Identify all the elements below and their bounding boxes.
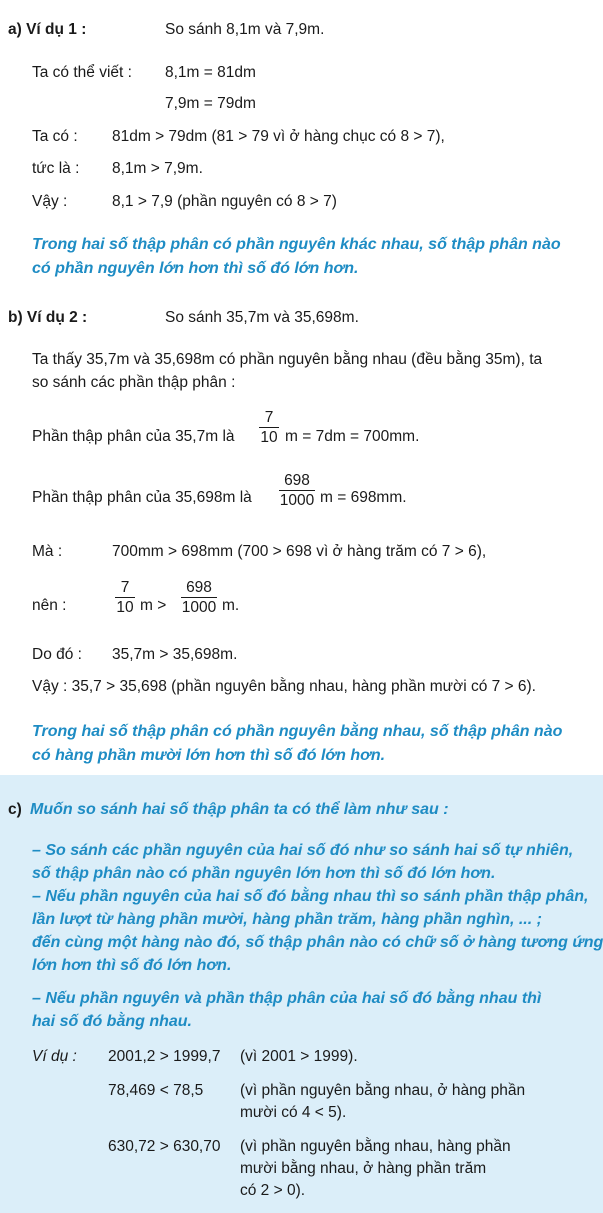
intro-line-2: so sánh các phần thập phân : [32, 374, 236, 391]
fraction-numerator: 7 [120, 579, 130, 596]
so-text: 8,1 > 7,9 (phần nguyên có 8 > 7) [112, 193, 337, 210]
then-middle: m > [140, 597, 167, 614]
have-label: Ta có : [32, 128, 78, 145]
example-3-note-line-2: mười bằng nhau, ở hàng phần trăm [240, 1160, 487, 1177]
part-2-text: Phần thập phân của 35,698m là [32, 489, 252, 506]
that-label: tức là : [32, 160, 80, 177]
equation-1: 8,1m = 81dm [165, 64, 256, 81]
fraction-denominator: 1000 [279, 492, 315, 509]
fraction-7-10 [256, 408, 282, 447]
write-label: Ta có thể viết : [32, 64, 132, 81]
point-2-line-2: lần lượt từ hàng phần mười, hàng phần trăm, hàng phần nghìn, ... ; [32, 911, 542, 928]
example-1-label: a) Ví dụ 1 : [8, 21, 87, 38]
rule-2-line-2: có hàng phần mười lớn hơn thì số đó lớn hơn. [32, 747, 386, 764]
therefore-label: Do đó : [32, 646, 82, 663]
point-3-line-2: hai số đó bằng nhau. [32, 1013, 192, 1030]
point-2-line-4: lớn hơn thì số đó lớn hơn. [32, 957, 232, 974]
fraction-numerator: 7 [264, 409, 274, 426]
fraction-denominator: 1000 [181, 599, 217, 616]
example-1-note: (vì 2001 > 1999). [240, 1048, 358, 1065]
example-2-task: So sánh 35,7m và 35,698m. [165, 309, 359, 326]
example-2-label: b) Ví dụ 2 : [8, 309, 88, 326]
so-label: Vậy : [32, 193, 68, 210]
section-c-title: Muốn so sánh hai số thập phân ta có thể làm như sau : [30, 801, 449, 818]
point-2-line-3: đến cùng một hàng nào đó, số thập phân nào có chữ số ở hàng tương ứng [32, 934, 603, 951]
fraction-numerator: 698 [186, 579, 212, 596]
example-1-task: So sánh 8,1m và 7,9m. [165, 21, 325, 38]
equation-2: 7,9m = 79dm [165, 95, 256, 112]
therefore-text: 35,7m > 35,698m. [112, 646, 238, 663]
but-text: 700mm > 698mm (700 > 698 vì ở hàng trăm có 7 > 6), [112, 543, 487, 560]
example-2-expr: 78,469 < 78,5 [108, 1082, 204, 1099]
fraction-numerator: 698 [284, 472, 310, 489]
part-2-rest: m = 698mm. [320, 489, 407, 506]
example-label: Ví dụ : [32, 1048, 77, 1065]
fraction-698-1000 [276, 471, 318, 510]
but-label: Mà : [32, 543, 63, 560]
rule-1-line-2: có phần nguyên lớn hơn thì số đó lớn hơn. [32, 260, 359, 277]
fraction-denominator: 10 [116, 599, 134, 616]
then-label: nên : [32, 597, 67, 614]
point-3-line-1: – Nếu phần nguyên và phần thập phân của hai số đó bằng nhau thì [32, 990, 542, 1007]
part-1-text: Phần thập phân của 35,7m là [32, 428, 235, 445]
intro-line-1: Ta thấy 35,7m và 35,698m có phần nguyên bằng nhau (đều bằng 35m), ta [32, 351, 543, 368]
fraction-698-1000-compare [178, 578, 220, 617]
fraction-7-10-compare [112, 578, 138, 617]
then-end: m. [222, 597, 240, 614]
example-1-expr: 2001,2 > 1999,7 [108, 1048, 221, 1065]
fraction-denominator: 10 [260, 429, 278, 446]
point-2-line-1: – Nếu phần nguyên của hai số đó bằng nhau thì so sánh phần thập phân, [32, 888, 589, 905]
example-3-note-line-3: có 2 > 0). [240, 1182, 306, 1199]
so-text-2: Vậy : 35,7 > 35,698 (phần nguyên bằng nhau, hàng phần mười có 7 > 6). [32, 678, 536, 695]
example-3-expr: 630,72 > 630,70 [108, 1138, 221, 1155]
rule-2-line-1: Trong hai số thập phân có phần nguyên bằng nhau, số thập phân nào [32, 723, 563, 740]
point-1-line-1: – So sánh các phần nguyên của hai số đó như so sánh hai số tự nhiên, [32, 842, 574, 859]
part-1-rest: m = 7dm = 700mm. [285, 428, 420, 445]
example-2-note-line-2: mười có 4 < 5). [240, 1104, 347, 1121]
example-3-note-line-1: (vì phần nguyên bằng nhau, hàng phần [240, 1138, 511, 1155]
section-c-label: c) [8, 801, 22, 818]
rule-1-line-1: Trong hai số thập phân có phần nguyên khác nhau, số thập phân nào [32, 236, 561, 253]
point-1-line-2: số thập phân nào có phần nguyên lớn hơn thì số đó lớn hơn. [32, 865, 496, 882]
have-text: 81dm > 79dm (81 > 79 vì ở hàng chục có 8 > 7), [112, 128, 445, 145]
example-2-note-line-1: (vì phần nguyên bằng nhau, ở hàng phần [240, 1082, 526, 1099]
that-text: 8,1m > 7,9m. [112, 160, 203, 177]
